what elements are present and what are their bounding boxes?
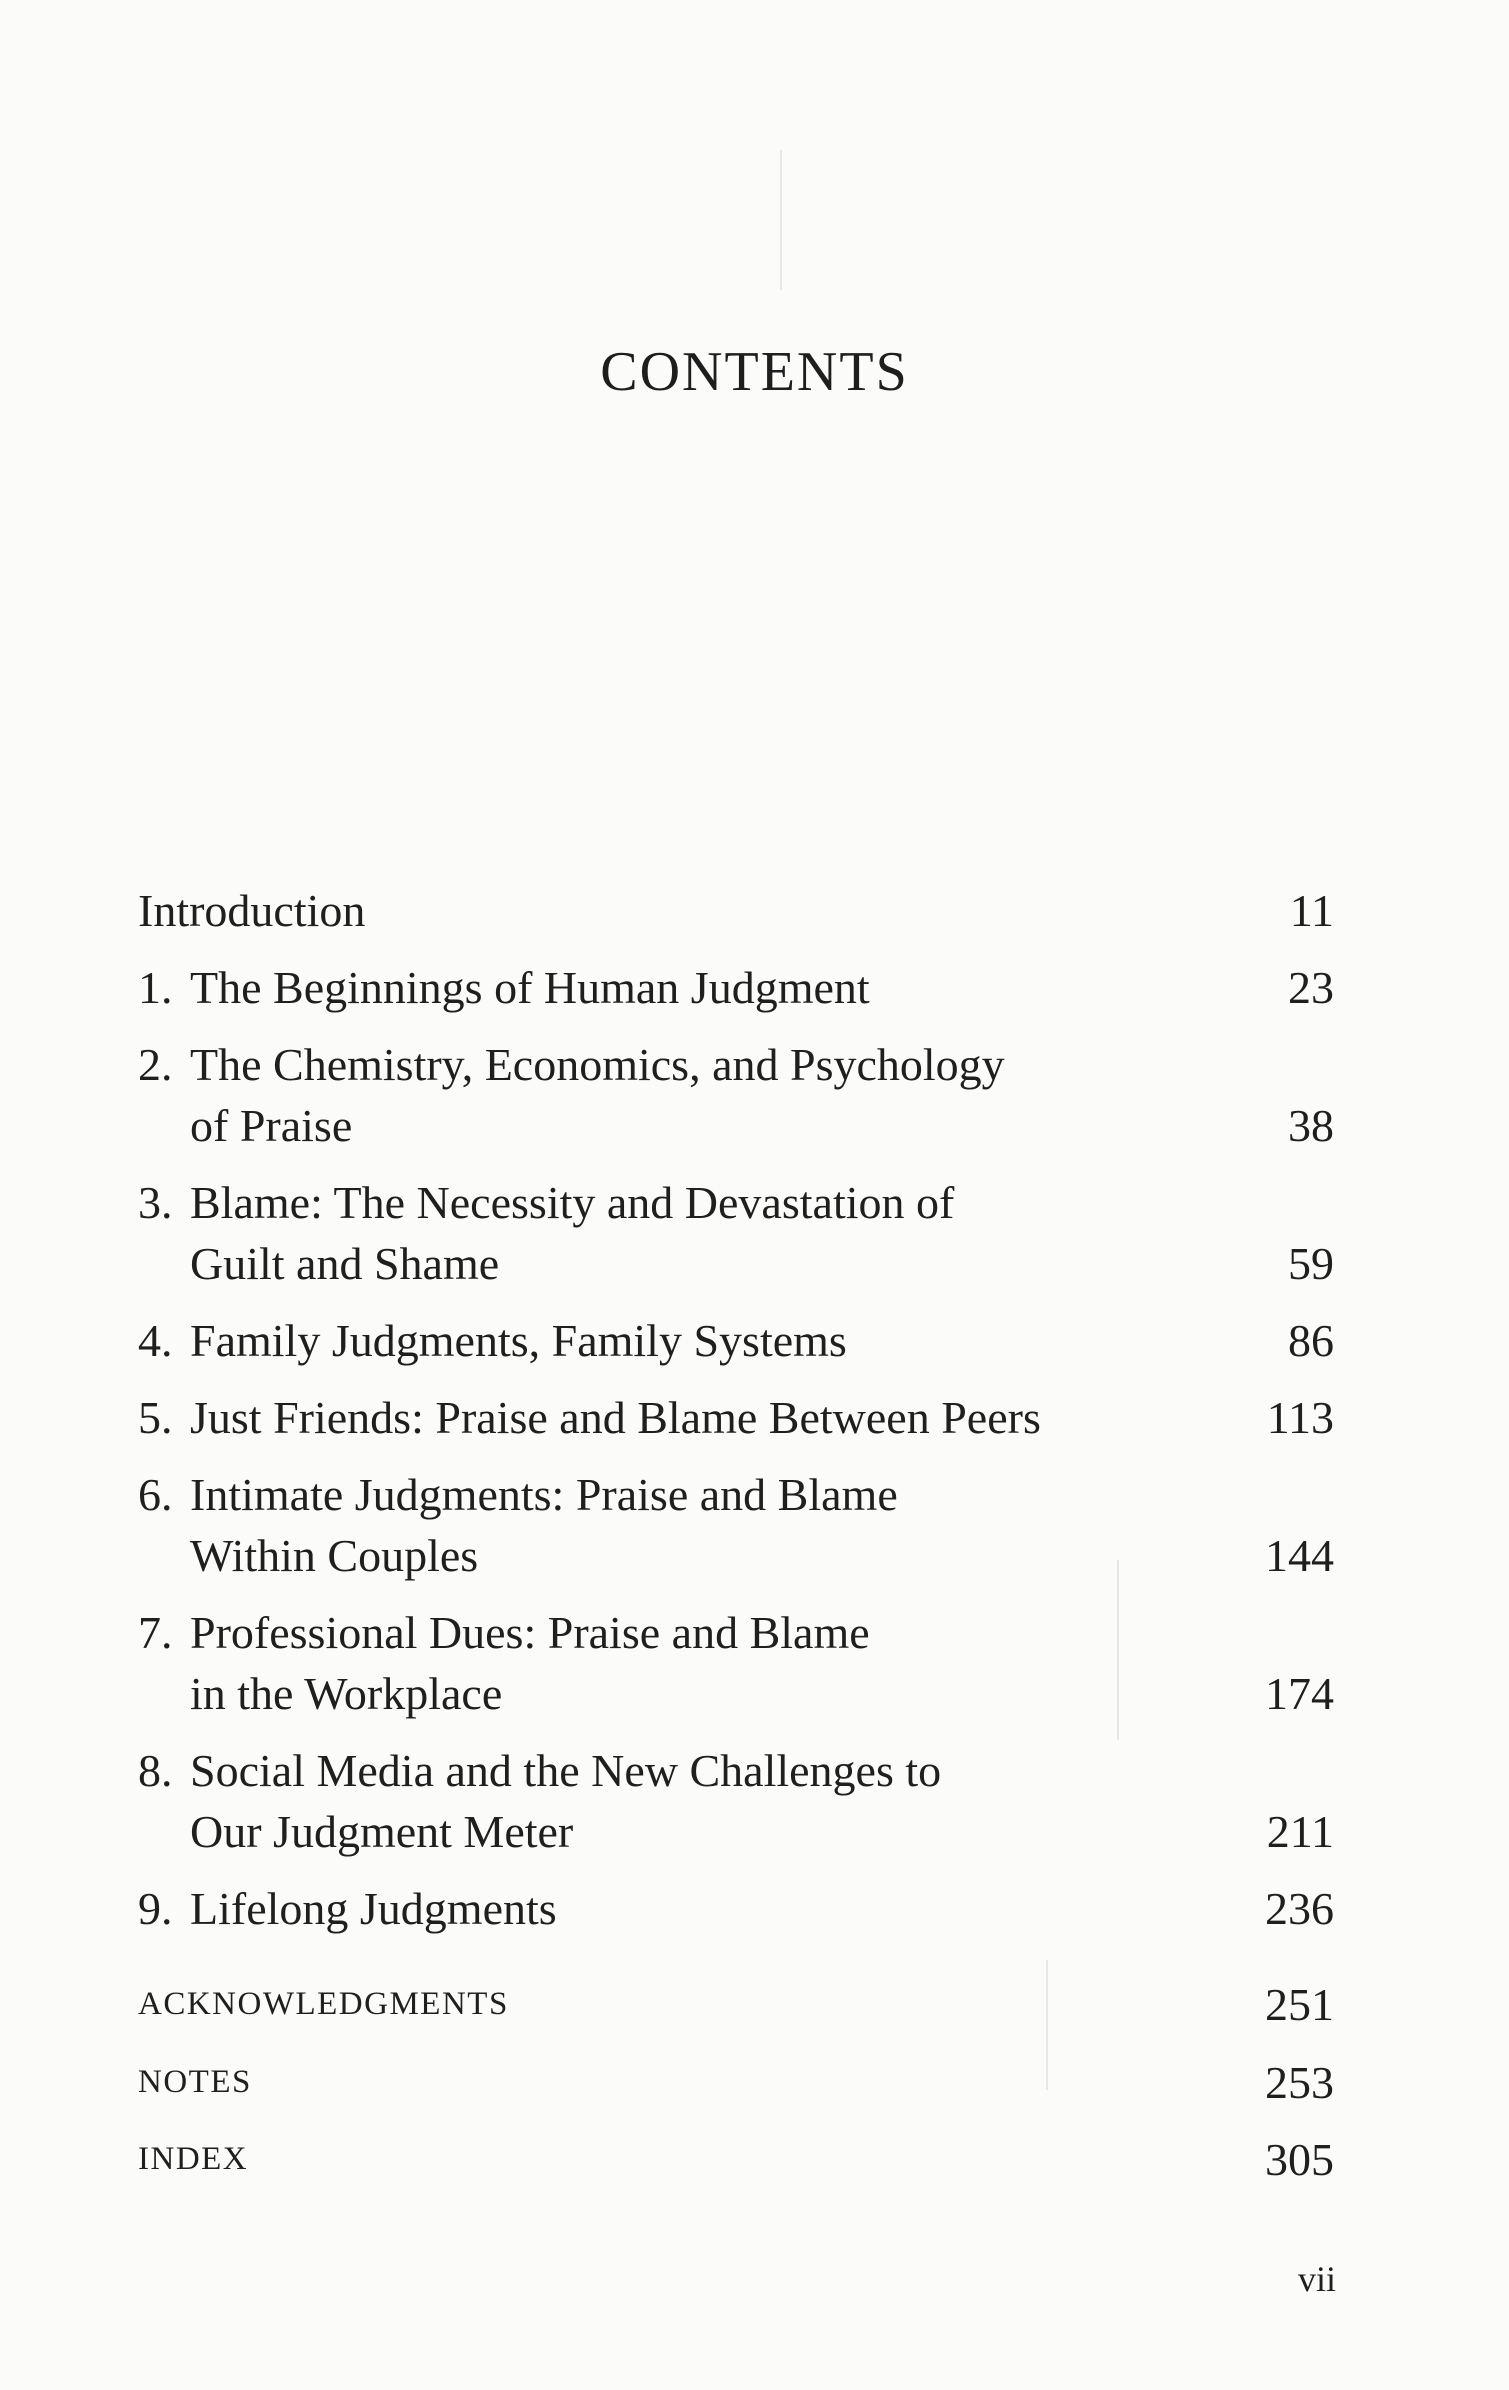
toc-entry-number: 3. (138, 1177, 173, 1228)
toc-entry-title: The Chemistry, Economics, and Psychology (190, 1039, 1005, 1090)
toc-entry-number: 5. (138, 1392, 173, 1443)
toc-entry-title: Just Friends: Praise and Blame Between Peers (190, 1392, 1041, 1443)
toc-entry-chapter-5[interactable] (138, 1387, 1334, 1448)
toc-entry-chapter-1[interactable] (138, 957, 1334, 1018)
toc-entry-title-continued: Our Judgment Meter (190, 1806, 574, 1857)
toc-entry-chapter-6[interactable] (138, 1464, 1334, 1586)
toc-entry-chapter-8[interactable] (138, 1740, 1334, 1862)
toc-entry-page: 11 (1289, 885, 1334, 936)
toc-entry-page: 253 (1265, 2057, 1334, 2108)
toc-entry-title: Intimate Judgments: Praise and Blame (190, 1469, 898, 1520)
toc-entry-number: 2. (138, 1039, 173, 1090)
toc-entry-page: 236 (1265, 1883, 1334, 1934)
toc-entry-title: Blame: The Necessity and Devastation of (190, 1177, 955, 1228)
toc-entry-page: 144 (1265, 1530, 1334, 1581)
toc-entry-title: Family Judgments, Family Systems (190, 1315, 847, 1366)
toc-entry-introduction[interactable] (138, 880, 1334, 941)
toc-entry-chapter-4[interactable] (138, 1310, 1334, 1371)
toc-entry-chapter-7[interactable] (138, 1602, 1334, 1724)
toc-entry-acknowledgments[interactable] (138, 1974, 1334, 2035)
toc-entry-page: 113 (1266, 1392, 1334, 1443)
toc-entry-notes[interactable] (138, 2052, 1334, 2113)
toc-entry-title: Lifelong Judgments (190, 1883, 557, 1934)
toc-entry-title: NOTES (138, 2064, 252, 2100)
toc-entry-page: 305 (1265, 2134, 1334, 2185)
toc-entry-number: 1. (138, 962, 173, 1013)
toc-entry-page: 174 (1265, 1668, 1334, 1719)
toc-entry-index[interactable] (138, 2129, 1334, 2190)
toc-entry-chapter-2[interactable] (138, 1034, 1334, 1156)
toc-entry-title-continued: Within Couples (190, 1530, 479, 1581)
toc-entry-page: 23 (1288, 962, 1334, 1013)
toc-entry-page: 251 (1265, 1979, 1334, 2030)
toc-entry-number: 6. (138, 1469, 173, 1520)
toc-entry-page: 59 (1288, 1238, 1334, 1289)
toc-entry-title: The Beginnings of Human Judgment (190, 962, 870, 1013)
toc-entry-title: ACKNOWLEDGMENTS (138, 1986, 509, 2022)
toc-entry-title: Introduction (138, 885, 366, 936)
toc-entry-title-continued: of Praise (190, 1100, 353, 1151)
toc-entry-title-continued: Guilt and Shame (190, 1238, 500, 1289)
toc-entry-number: 7. (138, 1607, 173, 1658)
toc-entry-chapter-3[interactable] (138, 1172, 1334, 1294)
toc-entry-number: 4. (138, 1315, 173, 1366)
toc-entry-page: 86 (1288, 1315, 1334, 1366)
toc-entry-number: 8. (138, 1745, 173, 1796)
toc-entry-chapter-9[interactable] (138, 1878, 1334, 1939)
toc-entry-title-continued: in the Workplace (190, 1668, 503, 1719)
contents-heading: CONTENTS (600, 341, 909, 403)
toc-entry-page: 38 (1288, 1100, 1334, 1151)
toc-entry-number: 9. (138, 1883, 173, 1934)
toc-entry-title: Social Media and the New Challenges to (190, 1745, 942, 1796)
toc-entry-page: 211 (1266, 1806, 1334, 1857)
toc-entry-title: Professional Dues: Praise and Blame (190, 1607, 870, 1658)
page-crease-mark (780, 150, 782, 290)
page-folio: vii (1297, 2259, 1336, 2299)
toc-entry-title: INDEX (138, 2141, 249, 2177)
